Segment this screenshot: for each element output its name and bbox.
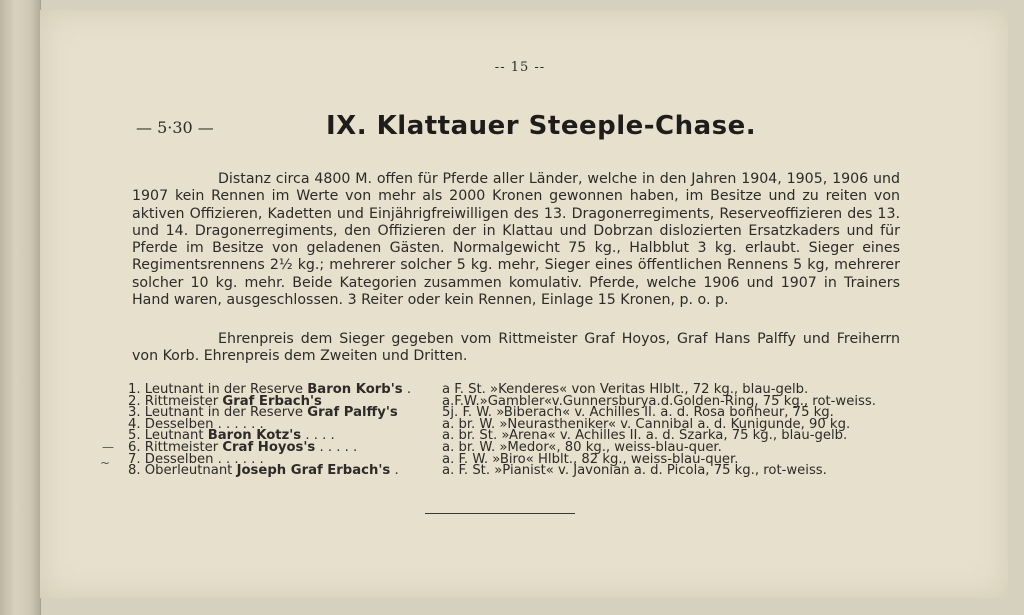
entry-row: 6. Rittmeister Craf Hoyos's . . . . . a. br. W. »Medor«, 80 kg., weiss-blau-quer. [128, 439, 722, 455]
pencil-mark-5: — [102, 440, 114, 454]
entry-row: 3. Leutnant in der Reserve Graf Palffy's 5j. F. W. »Biberach« v. Achilles II. a. d. Rosa bonheur, 75 kg. [128, 405, 834, 421]
section-divider [425, 513, 575, 514]
honour-prize-paragraph: Ehrenpreis dem Sieger gegeben vom Rittmeister Graf Hoyos, Graf Hans Palffy und Freiherrn von Korb. Ehrenpreis dem Zweiten und Dritten. [132, 331, 900, 365]
book-page [40, 10, 1008, 598]
race-time: — 5·30 — [136, 118, 214, 137]
book-spine [0, 0, 41, 615]
entry-row: 2. Rittmeister Graf Erbach's a.F.W.»Gambler«v.Gunnersburya.d.Golden-Ring, 75 kg., rot-weiss. [128, 393, 876, 409]
entry-row: 1. Leutnant in der Reserve Baron Korb's . a F. St. »Kenderes« von Veritas Hlblt., 72 kg., blau-gelb. [128, 382, 809, 397]
entry-row: 5. Leutnant Baron Kotz's . . . . a. br. St. »Arena« v. Achilles II. a. d. Szarka, 75 kg., blau-gelb. [128, 428, 848, 444]
race-conditions-paragraph: Distanz circa 4800 M. offen für Pferde aller Länder, welche in den Jahren 1904, 1905, 1906 und 1907 kein Rennen im Werte von mehr als 2000 Kronen gewonnen haben, im Besitze und zu reiten von aktiven Offizieren, Kadetten und Einjährigfreiwilligen des 13. Dragonerregiments, Reserveoffizieren des 13. und 14. Dragonerregiments, den Offizieren der in Klattau und Dobrzan dislozierten Ersatzkaders und für Pferde im Besitze von geladenen Gästen. Normalgewicht 75 kg., Halbblut 3 kg. erlaubt. Sieger eines Regimentsrennens 2½ kg.; mehrerer solcher 5 kg. mehr, Sieger eines öffentlichen Rennens 5 kg, mehrerer solcher 10 kg. mehr. Beide Kategorien zusammen komulativ. Pferde, welche 1906 und 1907 in Trainers Hand waren, ausgeschlossen. 3 Reiter oder kein Rennen, Einlage 15 Kronen, p. o. p. [132, 171, 900, 309]
entry-row: 8. Oberleutnant Joseph Graf Erbach's . a. F. St. »Pianist« v. Javonian a. d. Picola, 75 kg., rot-weiss. [128, 463, 827, 479]
entry-row: 4. Desselben . . . . . . a. br. W. »Neurastheniker« v. Cannibal a. d. Kunigunde, 90 kg. [128, 416, 851, 432]
pencil-mark-6: ~ [100, 456, 111, 470]
page-number: -- 15 -- [494, 60, 546, 75]
entries-list [128, 384, 928, 477]
race-title: IX. Klattauer Steeple-Chase. [326, 111, 757, 141]
entry-row: 7. Desselben . . . . . . a. F. W. »Biro« Hlblt., 82 kg., weiss-blau-quer. [128, 451, 739, 467]
